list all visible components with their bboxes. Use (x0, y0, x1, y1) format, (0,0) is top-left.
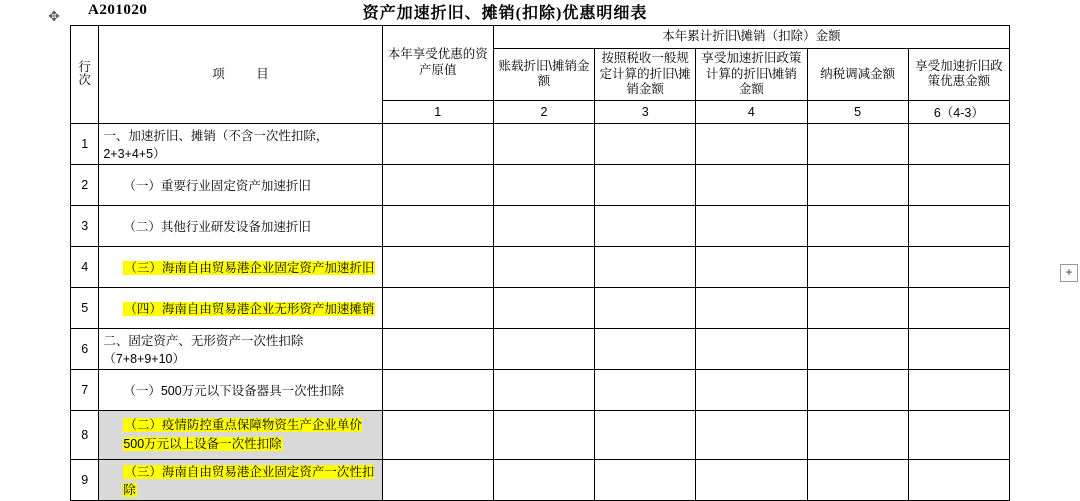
row-cell-4[interactable] (696, 205, 807, 246)
row-cell-3[interactable] (595, 287, 696, 328)
row-cell-3[interactable] (595, 205, 696, 246)
row-cell-6[interactable] (908, 459, 1009, 500)
row-cell-4[interactable] (696, 287, 807, 328)
header-col-5: 纳税调减金额 (807, 49, 908, 101)
row-cell-5[interactable] (807, 246, 908, 287)
header-num-1: 1 (382, 100, 493, 123)
row-cell-6[interactable] (908, 164, 1009, 205)
table-row[interactable] (71, 287, 1010, 328)
header-row-no: 行次 (71, 26, 99, 124)
row-number: 3 (71, 205, 99, 246)
row-cell-1[interactable] (382, 459, 493, 500)
row-cell-1[interactable] (382, 246, 493, 287)
row-cell-1[interactable] (382, 328, 493, 369)
header-col-3: 按照税收一般规定计算的折旧\摊销金额 (595, 49, 696, 101)
row-cell-3[interactable] (595, 369, 696, 410)
table-row[interactable] (71, 123, 1010, 164)
table-row[interactable] (71, 246, 1010, 287)
row-cell-1[interactable] (382, 123, 493, 164)
add-row-button[interactable]: + (1060, 264, 1078, 282)
row-cell-2[interactable] (493, 410, 594, 459)
row-cell-4[interactable] (696, 459, 807, 500)
move-cross-icon[interactable]: ✥ (48, 8, 60, 24)
header-original-value: 本年享受优惠的资产原值 (382, 26, 493, 101)
row-cell-6[interactable] (908, 328, 1009, 369)
header-num-3: 3 (595, 100, 696, 123)
row-cell-3[interactable] (595, 328, 696, 369)
table-header-row-1 (71, 26, 1010, 49)
row-cell-6[interactable] (908, 287, 1009, 328)
row-cell-3[interactable] (595, 410, 696, 459)
row-cell-2[interactable] (493, 328, 594, 369)
row-cell-2[interactable] (493, 287, 594, 328)
row-cell-1[interactable] (382, 369, 493, 410)
row-number: 1 (71, 123, 99, 164)
row-cell-6[interactable] (908, 410, 1009, 459)
row-cell-4[interactable] (696, 369, 807, 410)
row-number: 7 (71, 369, 99, 410)
row-cell-3[interactable] (595, 459, 696, 500)
table-row[interactable] (71, 410, 1010, 459)
form-code: A201020 (88, 2, 148, 18)
row-item-label: （二）疫情防控重点保障物资生产企业单价500万元以上设备一次性扣除 (99, 410, 382, 459)
row-cell-1[interactable] (382, 410, 493, 459)
row-cell-5[interactable] (807, 205, 908, 246)
page-title: 资产加速折旧、摊销(扣除)优惠明细表 (362, 5, 648, 22)
table-row[interactable] (71, 369, 1010, 410)
row-cell-6[interactable] (908, 205, 1009, 246)
row-cell-5[interactable] (807, 369, 908, 410)
row-cell-2[interactable] (493, 246, 594, 287)
row-cell-3[interactable] (595, 123, 696, 164)
header-col-6: 享受加速折旧政策优惠金额 (908, 49, 1009, 101)
row-number: 8 (71, 410, 99, 459)
row-item-label: 一、加速折旧、摊销（不含一次性扣除，2+3+4+5） (99, 123, 382, 164)
asset-depreciation-table (70, 25, 1010, 501)
row-cell-5[interactable] (807, 328, 908, 369)
row-number: 2 (71, 164, 99, 205)
row-cell-6[interactable] (908, 369, 1009, 410)
row-cell-6[interactable] (908, 123, 1009, 164)
header-item: 项 目 (99, 26, 382, 124)
row-cell-1[interactable] (382, 287, 493, 328)
row-cell-4[interactable] (696, 246, 807, 287)
header-num-2: 2 (493, 100, 594, 123)
row-cell-6[interactable] (908, 246, 1009, 287)
row-number: 9 (71, 459, 99, 500)
row-item-label: （四）海南自由贸易港企业无形资产加速摊销 (99, 287, 382, 328)
row-cell-1[interactable] (382, 205, 493, 246)
table-row[interactable] (71, 205, 1010, 246)
header-num-6: 6（4-3） (908, 100, 1009, 123)
row-cell-2[interactable] (493, 459, 594, 500)
row-cell-2[interactable] (493, 164, 594, 205)
table-row[interactable] (71, 328, 1010, 369)
row-number: 4 (71, 246, 99, 287)
row-cell-2[interactable] (493, 205, 594, 246)
row-cell-3[interactable] (595, 246, 696, 287)
row-item-label: （一）重要行业固定资产加速折旧 (99, 164, 382, 205)
header-num-5: 5 (807, 100, 908, 123)
row-cell-5[interactable] (807, 287, 908, 328)
row-cell-2[interactable] (493, 369, 594, 410)
row-cell-5[interactable] (807, 410, 908, 459)
header-group-title: 本年累计折旧\摊销（扣除）金额 (493, 26, 1009, 49)
row-cell-5[interactable] (807, 123, 908, 164)
document-header (0, 0, 1080, 28)
row-item-label: （三）海南自由贸易港企业固定资产一次性扣除 (99, 459, 382, 500)
table-row[interactable] (71, 459, 1010, 500)
row-number: 6 (71, 328, 99, 369)
row-cell-5[interactable] (807, 164, 908, 205)
row-cell-1[interactable] (382, 164, 493, 205)
header-col-4: 享受加速折旧政策计算的折旧\摊销金额 (696, 49, 807, 101)
header-num-4: 4 (696, 100, 807, 123)
row-cell-4[interactable] (696, 164, 807, 205)
row-cell-5[interactable] (807, 459, 908, 500)
row-cell-3[interactable] (595, 164, 696, 205)
row-cell-4[interactable] (696, 410, 807, 459)
header-col-2: 账载折旧\摊销金额 (493, 49, 594, 101)
row-item-label: 二、固定资产、无形资产一次性扣除（7+8+9+10） (99, 328, 382, 369)
row-cell-4[interactable] (696, 123, 807, 164)
row-item-label: （一）500万元以下设备器具一次性扣除 (99, 369, 382, 410)
row-cell-2[interactable] (493, 123, 594, 164)
row-number: 5 (71, 287, 99, 328)
row-cell-4[interactable] (696, 328, 807, 369)
row-item-label: （二）其他行业研发设备加速折旧 (99, 205, 382, 246)
table-row[interactable] (71, 164, 1010, 205)
row-item-label: （三）海南自由贸易港企业固定资产加速折旧 (99, 246, 382, 287)
